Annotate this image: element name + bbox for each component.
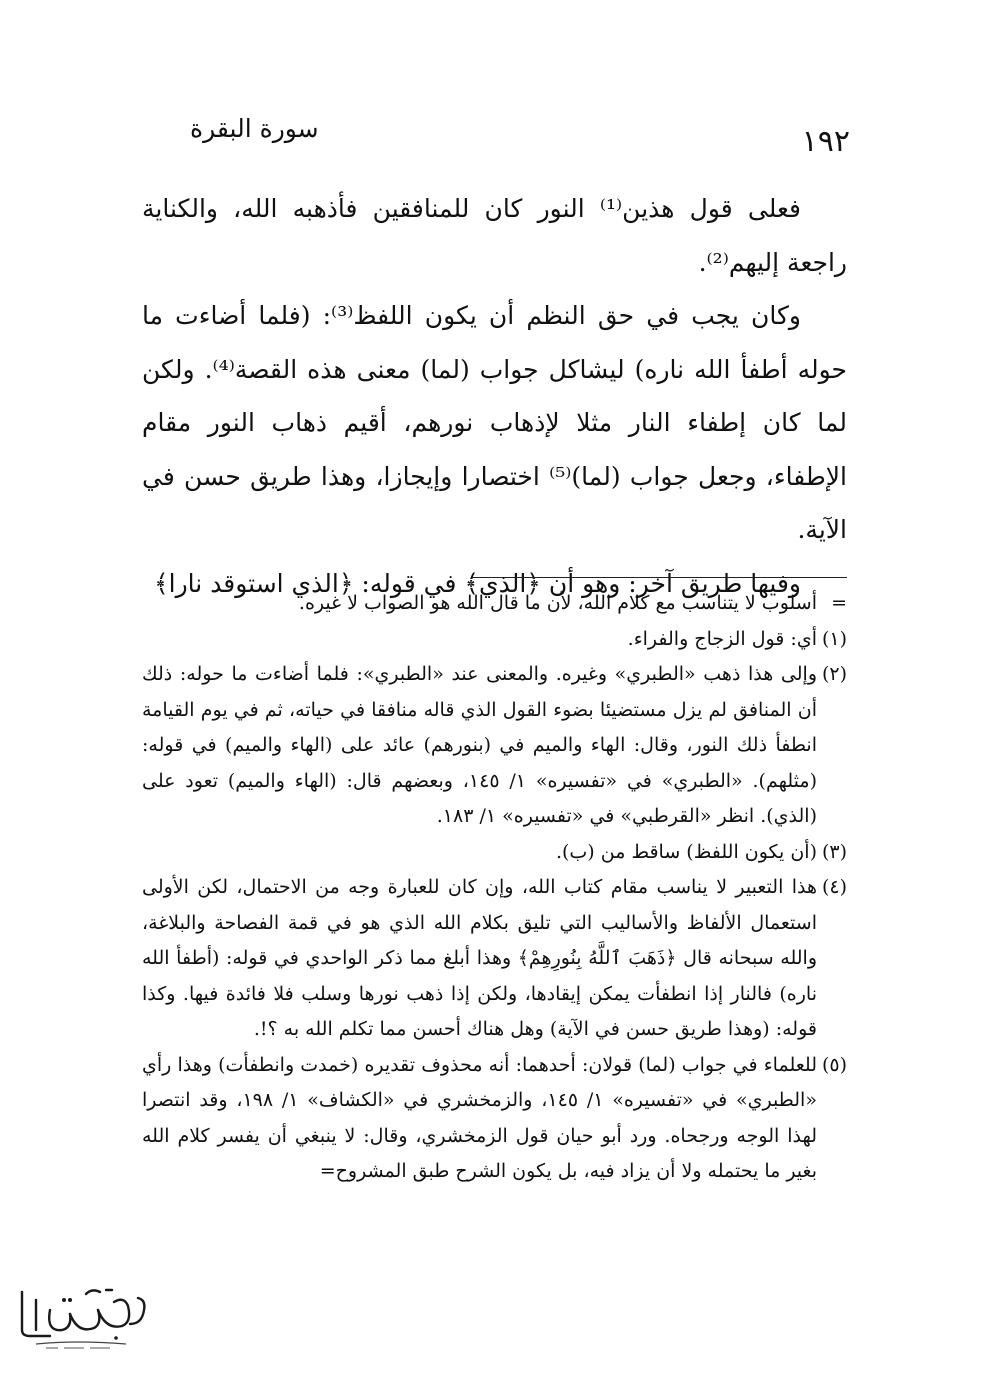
main-text: [142, 182, 847, 610]
footnote-text: وإلى هذا ذهب «الطبري» وغيره. والمعنى عند «الطبري»: فلما أضاءت ما حوله: ذلك أن المنافق لم يزل مستضيئا بضوء القول الذي قاله منافقا في حياته، ثم في يوم القيامة انطفأ ذلك النور، وقال: الهاء والميم في (بنورهم) عائد على (الهاء والميم) في قوله: (مثلهم). «الطبري» في «تفسيره» ١/ ١٤٥، وبعضهم قال: (الهاء والميم) تعود على (الذي). انظر «القرطبي» في «تفسيره» ١/ ١٨٣.: [142, 663, 817, 827]
footnote-continuation: [142, 586, 847, 622]
footnote-text: أسلوب لا يتناسب مع كلام الله، لأن ما قال الله هو الصواب لا غيره.: [298, 592, 817, 614]
footnote-3: [142, 835, 847, 871]
footnote-1: [142, 622, 847, 658]
paragraph-3: وفيها طريق آخر: وهو أن ﴿الذي﴾ في قوله: ﴿الذي استوقد نارا﴾: [154, 568, 801, 598]
footnote-text: للعلماء في جواب (لما) قولان: أحدهما: أنه محذوف تقديره (خمدت وانطفأت) وهذا رأي «الطبري» في «تفسيره» ١/ ١٤٥، والزمخشري في «الكشاف» ١/ ١٩٨، وقد انتصرا لهذا الوجه ورجحاه. ورد أبو حيان قول الزمخشري، وقال: لا ينبغي أن يفسر كلام الله بغير ما يحتمله ولا أن يزاد فيه، بل يكون الشرح طبق المشروح=: [142, 1053, 817, 1182]
footnote-marker: (١): [821, 627, 847, 650]
footnote-text: هذا التعبير لا يناسب مقام كتاب الله، وإن كان للعبارة وجه من الاحتمال، لكن الأولى استعمال الألفاظ والأساليب التي تليق بكلام الله الذي هو في قمة الفصاحة والبلاغة، والله سبحانه قال ﴿ذَهَبَ ٱللَّهُ بِنُورِهِمْ﴾ وهذا أبلغ مما ذكر الواحدي في قوله: (أطفأ الله ناره) فالنار إذا انطفأت يمكن إيقادها، ولكن إذا ذهب نورها وسلب فلا فائدة فيها. وكذا قوله: (وهذا طريق حسن في الآية) وهل هناك أحسن مما تكلم الله به ؟!.: [142, 876, 817, 1040]
library-stamp-logo: [6, 1280, 156, 1352]
footnote-marker: (٤): [821, 876, 847, 898]
footnote-text: (أن يكون اللفظ) ساقط من (ب).: [555, 840, 817, 863]
footnote-marker: (٥): [821, 1053, 847, 1076]
footnote-5: [142, 1048, 847, 1190]
footnote-divider: [472, 577, 847, 578]
paragraph-2: وكان يجب في حق النظم أن يكون اللفظ⁽³⁾: (فلما أضاءت ما حوله أطفأ الله ناره) ليشاكل جواب (لما) معنى هذه القصة⁽⁴⁾. ولكن لما كان إطفاء النار مثلا لإذهاب نورهم، أقيم ذهاب النور مقام الإطفاء، وجعل جواب (لما)⁽⁵⁾ اختصارا وإيجازا، وهذا طريق حسن في الآية.: [142, 301, 848, 544]
footnote-2: [142, 657, 847, 835]
footnote-marker: (٣): [821, 840, 847, 863]
footnote-4: [142, 870, 847, 1048]
surah-title: سورة البقرة: [190, 114, 319, 143]
footnote-marker: =: [831, 592, 847, 614]
paragraph-1: فعلى قول هذين⁽¹⁾ النور كان للمنافقين فأذهبه الله، والكناية راجعة إليهم⁽²⁾.: [142, 194, 847, 277]
page-header: [100, 110, 890, 160]
footnote-marker: (٢): [821, 663, 847, 685]
footnotes: [142, 586, 847, 1190]
page-number: ١٩٢: [801, 124, 850, 159]
footnote-text: أي: قول الزجاج والفراء.: [627, 627, 817, 650]
